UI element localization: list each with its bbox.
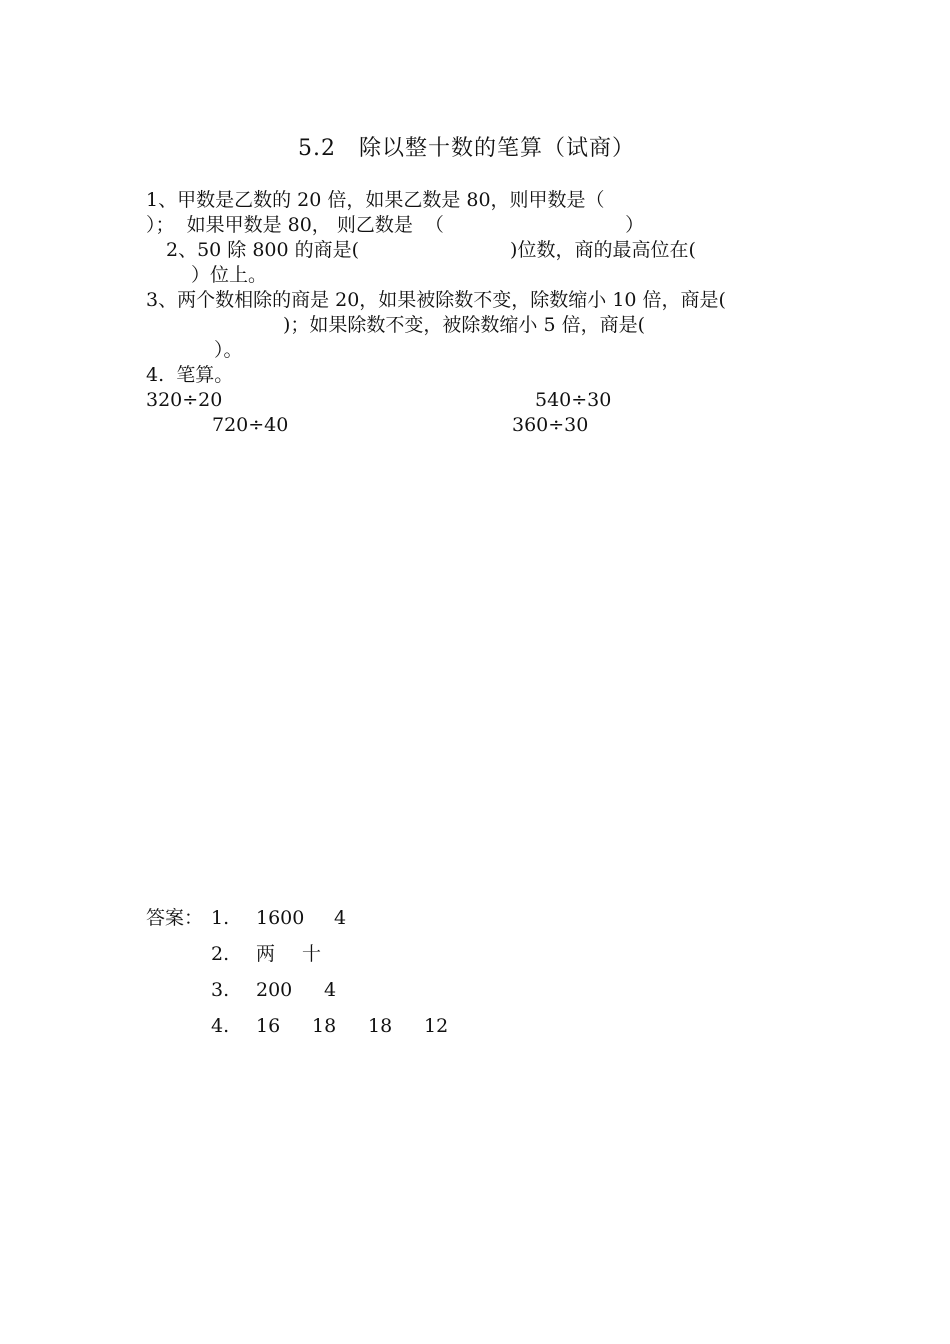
page-title: 5.2 除以整十数的笔算（试商） (298, 136, 635, 161)
answer-value: 1600 (256, 907, 305, 929)
question-1-line-2: ）； 如果甲数是 80， 则乙数是 （ ） (146, 214, 645, 236)
answer-number: 4. (211, 1015, 230, 1037)
answer-value: 18 (368, 1015, 393, 1037)
answer-number: 1. (211, 907, 230, 929)
calc-item: 540÷30 (535, 389, 612, 411)
question-2-line-2: ）位上。 (191, 264, 268, 286)
calc-item: 360÷30 (512, 414, 589, 436)
calc-item: 320÷20 (146, 389, 223, 411)
question-1-line-1: 1、甲数是乙数的 20 倍，如果乙数是 80，则甲数是（ (146, 189, 605, 211)
question-3-line-3: ）。 (214, 339, 243, 361)
answer-value: 16 (256, 1015, 281, 1037)
answer-value: 4 (334, 907, 347, 929)
answer-value: 200 (256, 979, 293, 1001)
question-3-line-1: 3、两个数相除的商是 20，如果被除数不变，除数缩小 10 倍，商是( (146, 289, 726, 311)
answer-number: 3. (211, 979, 230, 1001)
answer-value: 两 (256, 943, 276, 965)
question-4-heading: 4. 笔算。 (146, 364, 234, 386)
answers-label: 答案： (146, 907, 204, 929)
answer-value: 十 (302, 943, 322, 965)
answer-value: 18 (312, 1015, 337, 1037)
answer-number: 2. (211, 943, 230, 965)
question-3-line-2: )；如果除数不变，被除数缩小 5 倍，商是( (283, 314, 645, 336)
calc-item: 720÷40 (212, 414, 289, 436)
answer-value: 12 (424, 1015, 449, 1037)
answer-value: 4 (324, 979, 337, 1001)
question-2-line-1: 2、50 除 800 的商是( )位数，商的最高位在( (166, 239, 696, 261)
